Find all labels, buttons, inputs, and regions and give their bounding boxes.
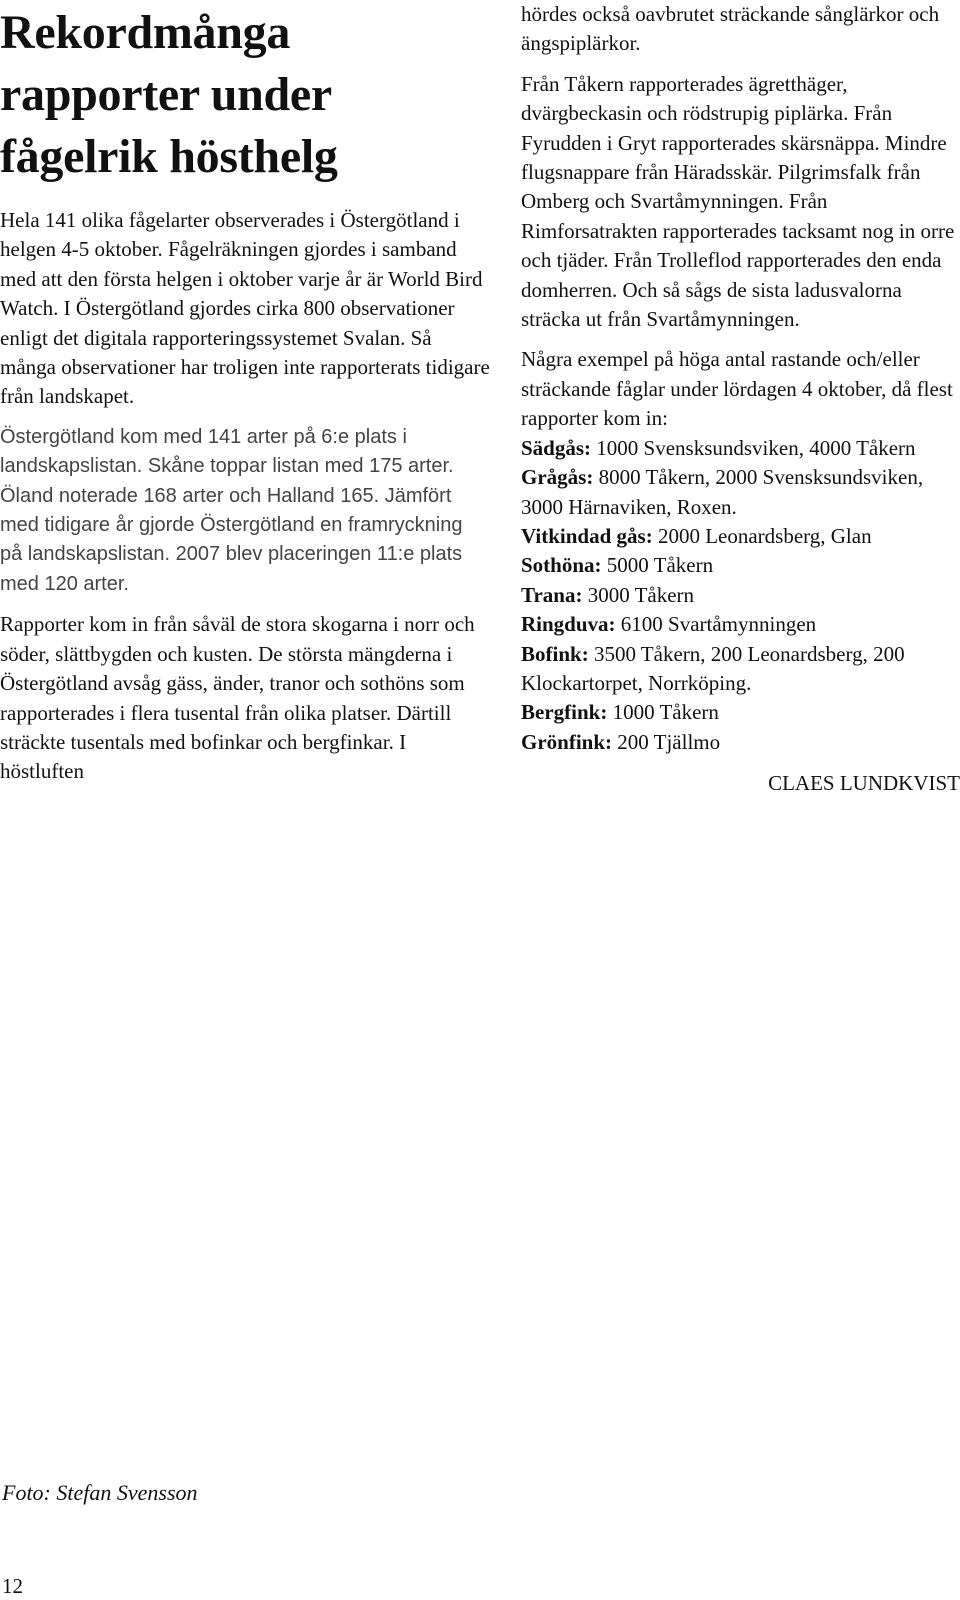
reports-paragraph: Rapporter kom in från såväl de stora skogarna i norr och söder, slättbygden och kusten. De största mängderna i Östergötland avsåg gäss, änder, tranor och sothöns som rapporterades i flera tusental från olika platser. Därtill sträckte tusentals med bofinkar och bergfinkar. I höstluften — [0, 612, 475, 784]
species-counts: 3000 Tåkern — [582, 582, 695, 607]
intro-paragraph: Hela 141 olika fågelarter observerades i Östergötland i helgen 4-5 oktober. Fågelräkningen gjordes i samband med att den första helgen i oktober varje år är World Bird Watch. I Östergötland gjordes cirka 800 observationer enligt det digitala rapporteringssystemet Svalan. Så många observationer har troligen inte rapporterats tidigare från landskapet. — [0, 208, 490, 409]
byline: CLAES LUNDKVIST — [768, 771, 960, 796]
species-counts: 8000 Tåkern, 2000 Svensksundsviken, 3000 Härnaviken, Roxen. — [521, 465, 924, 519]
species-counts: 1000 Svensksundsviken, 4000 Tåkern — [591, 435, 916, 460]
list-item — [521, 434, 960, 463]
list-item — [521, 728, 960, 757]
ranking-paragraph: Östergötland kom med 141 arter på 6:e plats i landskapslistan. Skåne toppar listan med 175 arter. Öland noterade 168 arter och Halland 165. Jämfört med tidigare år gjorde Östergötland en framryckning på landskapslistan. 2007 blev placeringen 11:e plats med 120 arter. — [0, 425, 463, 595]
continued-paragraph: hördes också oavbrutet sträckande sånglärkor och ängspiplärkor. — [521, 2, 940, 56]
list-item — [521, 698, 960, 727]
list-item — [521, 463, 960, 522]
species-list — [521, 434, 960, 757]
species-name: Vitkindad gås: — [521, 523, 653, 548]
species-counts: 6100 Svartåmynningen — [615, 612, 817, 637]
species-name: Trana: — [521, 582, 583, 607]
species-name: Ringduva: — [521, 612, 616, 637]
list-item — [521, 551, 960, 580]
rare-birds-paragraph: Från Tåkern rapporterades ägretthäger, dvärgbeckasin och rödstrupig piplärka. Från Fyrudden i Gryt rapporterades skärsnäppa. Mindre flugsnappare från Häradsskär. Pilgrimsfalk från Omberg och Svartåmynningen. Från Rimforsatrakten rapporterades tacksamt nog in orre och tjäder. Från Trolleflod rapporterades den enda domherren. Och så sågs de sista ladusvalorna sträcka ut från Svartåmynningen. — [521, 71, 955, 332]
species-counts: 200 Tjällmo — [612, 729, 721, 754]
left-column — [0, 0, 490, 787]
right-column — [521, 0, 960, 819]
list-item — [521, 610, 960, 639]
species-counts: 2000 Leonardsberg, Glan — [652, 523, 872, 548]
article-title: Rekordmånga rapporter under fågelrik hösthelg — [0, 6, 338, 183]
species-name: Grågås: — [521, 465, 594, 490]
page-number: 12 — [2, 1574, 23, 1598]
species-counts: 3500 Tåkern, 200 Leonardsberg, 200 Klockartorpet, Norrköping. — [521, 641, 905, 695]
species-counts: 5000 Tåkern — [601, 553, 714, 578]
species-name: Sädgås: — [521, 435, 592, 460]
species-name: Bofink: — [521, 641, 589, 666]
species-name: Sothöna: — [521, 553, 602, 578]
list-item — [521, 522, 960, 551]
species-counts: 1000 Tåkern — [607, 700, 719, 725]
species-name: Grönfink: — [521, 729, 613, 754]
list-item — [521, 640, 960, 699]
species-name: Bergfink: — [521, 700, 608, 725]
list-item — [521, 581, 960, 610]
counts-intro-paragraph: Några exempel på höga antal rastande och/eller sträckande fåglar under lördagen 4 oktober, då flest rapporter kom in: — [521, 347, 953, 431]
photo-caption: Foto: Stefan Svensson — [2, 1480, 198, 1505]
